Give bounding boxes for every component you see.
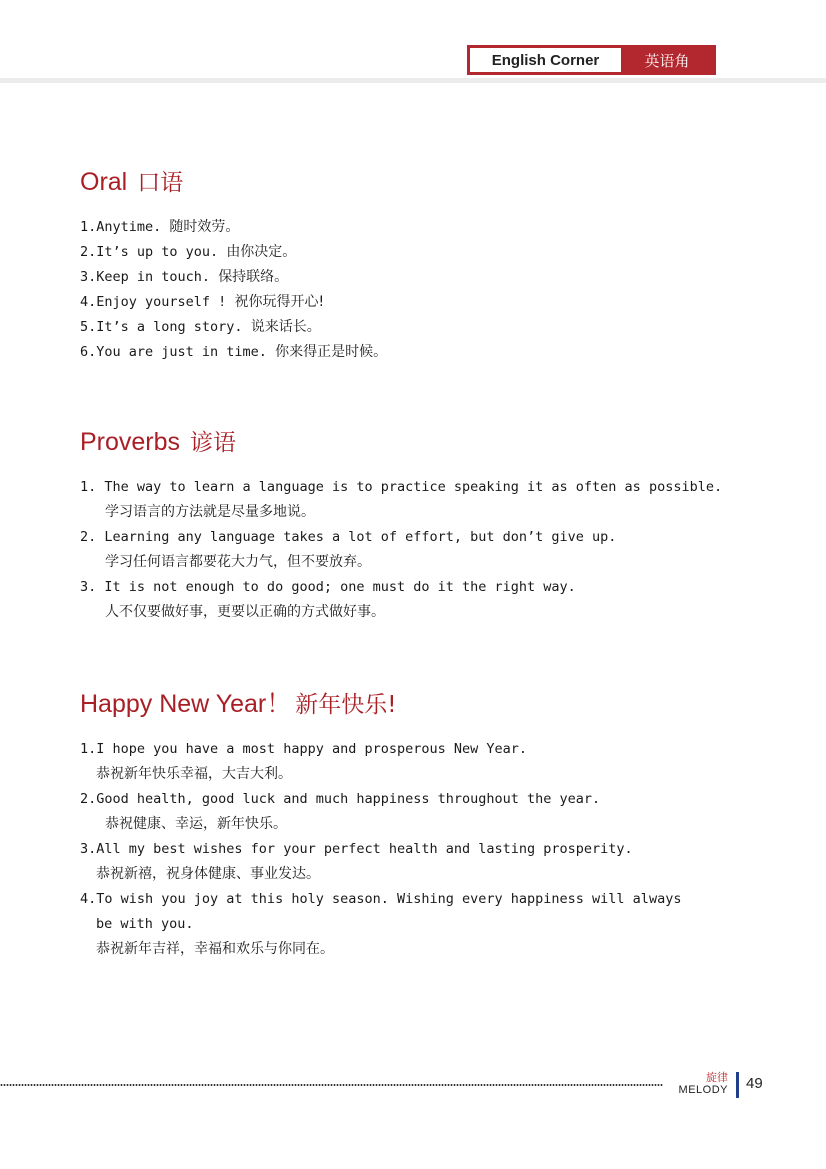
- oral-item-cn: 你来得正是时候。: [275, 344, 388, 360]
- header-title-cn: 英语角: [621, 48, 713, 72]
- header-rule: [0, 78, 826, 83]
- greeting-en-continued: be with you.: [96, 916, 194, 932]
- oral-item-en: 1.Anytime.: [80, 219, 162, 235]
- oral-item: [80, 240, 780, 265]
- newyear-heading-cn: 新年快乐!: [295, 692, 397, 718]
- greeting-cn: 恭祝新年快乐幸福，大吉大利。: [96, 766, 292, 782]
- proverbs-heading-en: Proverbs: [80, 428, 181, 456]
- header-title-en: English Corner: [470, 48, 621, 72]
- footer-brand: [668, 1072, 728, 1096]
- oral-item-en: 6.You are just in time.: [80, 344, 267, 360]
- proverb-en: 2. Learning any language takes a lot of effort, but don’t give up.: [80, 529, 617, 545]
- oral-item-cn: 由你决定。: [226, 244, 297, 260]
- footer-dotted-rule: [0, 1083, 663, 1087]
- oral-heading-cn: 口语: [137, 170, 184, 196]
- oral-item-cn: 祝你玩得开心!: [234, 294, 325, 310]
- oral-section: [80, 167, 780, 365]
- proverbs-section: [80, 427, 780, 625]
- oral-item: [80, 265, 780, 290]
- brand-cn: 旋律: [706, 1071, 728, 1084]
- oral-item-en: 2.It’s up to you.: [80, 244, 219, 260]
- greeting-cn: 恭祝新禧，祝身体健康、事业发达。: [96, 866, 320, 882]
- oral-item: [80, 340, 780, 365]
- brand-en: MELODY: [678, 1084, 728, 1096]
- proverb-cn: 人不仅要做好事，更要以正确的方式做好事。: [105, 604, 385, 620]
- proverb-en: 3. It is not enough to do good; one must do it the right way.: [80, 579, 576, 595]
- proverbs-heading-cn: 谚语: [190, 430, 237, 456]
- greeting-cn: 恭祝健康、幸运，新年快乐。: [105, 816, 287, 832]
- oral-item: [80, 290, 780, 315]
- footer-divider: [736, 1072, 739, 1098]
- newyear-section: [80, 689, 780, 962]
- oral-item-cn: 随时效劳。: [169, 219, 240, 235]
- page-number: 49: [746, 1075, 763, 1092]
- newyear-heading-en: Happy New Year！: [80, 690, 292, 718]
- greeting-en: 4.To wish you joy at this holy season. Wishing every happiness will always: [80, 891, 682, 907]
- proverb-cn: 学习任何语言都要花大力气，但不要放弃。: [105, 554, 371, 570]
- oral-item: [80, 315, 780, 340]
- oral-item: [80, 215, 780, 240]
- oral-item-en: 5.It’s a long story.: [80, 319, 243, 335]
- greeting-en: 3.All my best wishes for your perfect health and lasting prosperity.: [80, 841, 633, 857]
- section-header-badge: [467, 45, 716, 75]
- proverb-en: 1. The way to learn a language is to practice speaking it as often as possible.: [80, 479, 723, 495]
- oral-item-en: 3.Keep in touch.: [80, 269, 211, 285]
- proverb-cn: 学习语言的方法就是尽量多地说。: [105, 504, 315, 520]
- oral-heading: [80, 167, 780, 197]
- proverbs-heading: [80, 427, 780, 457]
- greeting-en: 2.Good health, good luck and much happiness throughout the year.: [80, 791, 601, 807]
- greeting-cn: 恭祝新年吉祥，幸福和欢乐与你同在。: [96, 941, 334, 957]
- oral-heading-en: Oral: [80, 168, 128, 196]
- oral-item-en: 4.Enjoy yourself !: [80, 294, 227, 310]
- newyear-heading: [80, 689, 780, 719]
- greeting-en: 1.I hope you have a most happy and prosperous New Year.: [80, 741, 528, 757]
- oral-item-cn: 说来话长。: [250, 319, 321, 335]
- oral-item-cn: 保持联络。: [218, 269, 289, 285]
